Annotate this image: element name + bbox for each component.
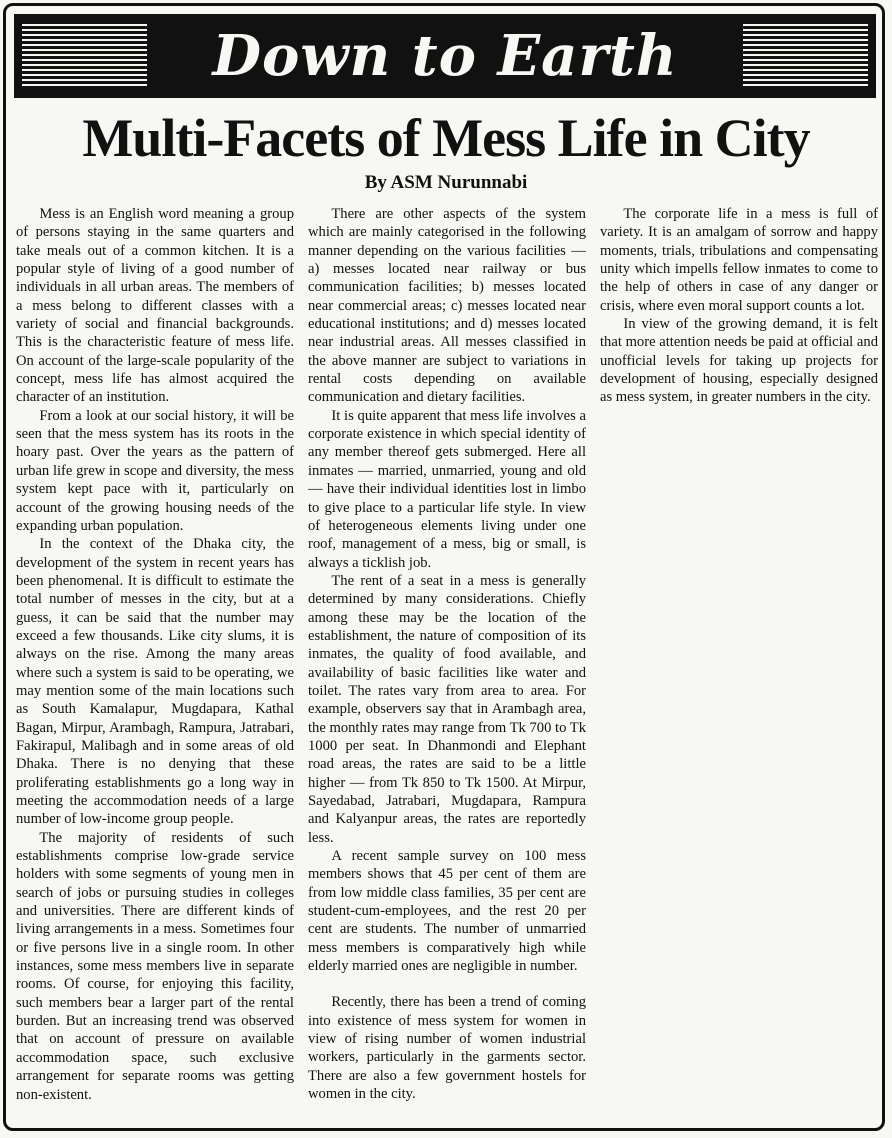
article-body	[16, 205, 878, 1125]
article-paragraph: It is quite apparent that mess life involves a corporate existence in which special identity of any member thereof gets submerged. Here all inmates — married, unmarried, young and old — have their individual identities lost in limbo to give place to a particular life style. In view of heterogeneous elements living under one roof, management of a mess, big or small, is always a ticklish job.	[308, 407, 586, 571]
article-paragraph: From a look at our social history, it will be seen that the mess system has its roots in the hoary past. Over the years as the pattern of urban life grew in scope and diversity, the mess system kept pace with it, particularly on account of the growing housing needs of the expanding urban population.	[16, 407, 294, 534]
banner-stripes-right	[743, 24, 868, 88]
article-byline: By ASM Nurunnabi	[364, 172, 528, 193]
masthead-banner	[14, 14, 876, 98]
banner-stripes-left	[22, 24, 147, 88]
article-paragraph: The majority of residents of such establishments comprise low-grade service holders with some segments of young men in search of jobs or pursuing studies in colleges and universities. There are different kinds of living arrangements in a mess. Sometimes four or five persons live in a single room. In other instances, some mess members live in separate rooms. Of course, for enjoying this facility, such members bear a larger part of the rental burden. But an increasing trend was observed that on account of pressure on available accommodation space, such exclusive arrangement for separate rooms was getting non-existent.	[16, 829, 294, 1103]
article-paragraph: The rent of a seat in a mess is generally determined by many considerations. Chiefly among these may be the location of the establishment, the nature of composition of its inmates, the quality of food available, and availability of basic facilities like water and toilet. The rates vary from area to area. For example, observers say that in Arambagh area, the monthly rates may range from Tk 700 to Tk 1000 per seat. In Dhanmondi and Elephant road areas, the rates are said to be a little higher — from Tk 850 to Tk 1500. At Mirpur, Sayedabad, Jatrabari, Mugdapara, Rampura and Kalyanpur areas, the rates are reportedly less.	[308, 572, 586, 846]
article-paragraph: There are other aspects of the system which are mainly categorised in the following manner depending on the various facilities — a) messes located near railway or bus communication facilities; b) messes located near commercial areas; c) messes located near educational institutions; and d) messes located near industrial areas. All messes classified in the above manner are subject to variations in rental costs depending on available communication and dietary facilities.	[308, 206, 586, 406]
article-paragraph: A recent sample survey on 100 mess members shows that 45 per cent of them are from low middle class families, 35 per cent are student-cum-employees, and the rest 20 per cent are students. The number of unmarried mess members is comparatively high while elderly married ones are negligible in number.	[308, 848, 586, 975]
article-paragraph: The corporate life in a mess is full of variety. It is an amalgam of sorrow and happy moments, trials, tribulations and compensating unity which impells fellow inmates to come to the help of others in case of any danger or crisis, where even moral support counts a lot.	[600, 206, 878, 314]
article-paragraph: In view of the growing demand, it is felt that more attention needs be paid at official and unofficial levels for taking up projects for development of housing, especially designed as mess system, in greater numbers in the city.	[600, 316, 878, 406]
article-paragraph: Recently, there has been a trend of coming into existence of mess system for women in view of rising number of women industrial workers, particularly in the garments sector. There are also a few government hostels for women in the city.	[308, 994, 586, 1103]
article-headline: Multi-Facets of Mess Life in City	[82, 108, 810, 168]
article-paragraph: Mess is an English word meaning a group of persons staying in the same quarters and take meals out of a common kitchen. It is a popular style of living of a good number of individuals in all urban areas. The members of a mess belong to different classes with a variety of social and financial backgrounds. This is the characteristic feature of mess life. On account of the large-scale popularity of the concept, mess life has almost acquired the character of an institution.	[16, 206, 294, 406]
article-paragraph: In the context of the Dhaka city, the development of the system in recent years has been phenomenal. It is difficult to estimate the total number of messes in the city, but at a guess, it can be said that the number may exceed a few thousands. Like city slums, it is always on the rise. Among the many areas where such a system is said to be operating, we may mention some of the main locations such as South Kamalapur, Mugdapara, Kathal Bagan, Mirpur, Arambagh, Rampura, Jatrabari, Fakirapul, Malibagh and in some areas of old Dhaka. There is no denying that these proliferating establishments go a long way in meeting the accommodation needs of a large number of low-income group people.	[16, 536, 294, 828]
masthead-title: Down to Earth	[212, 23, 678, 89]
